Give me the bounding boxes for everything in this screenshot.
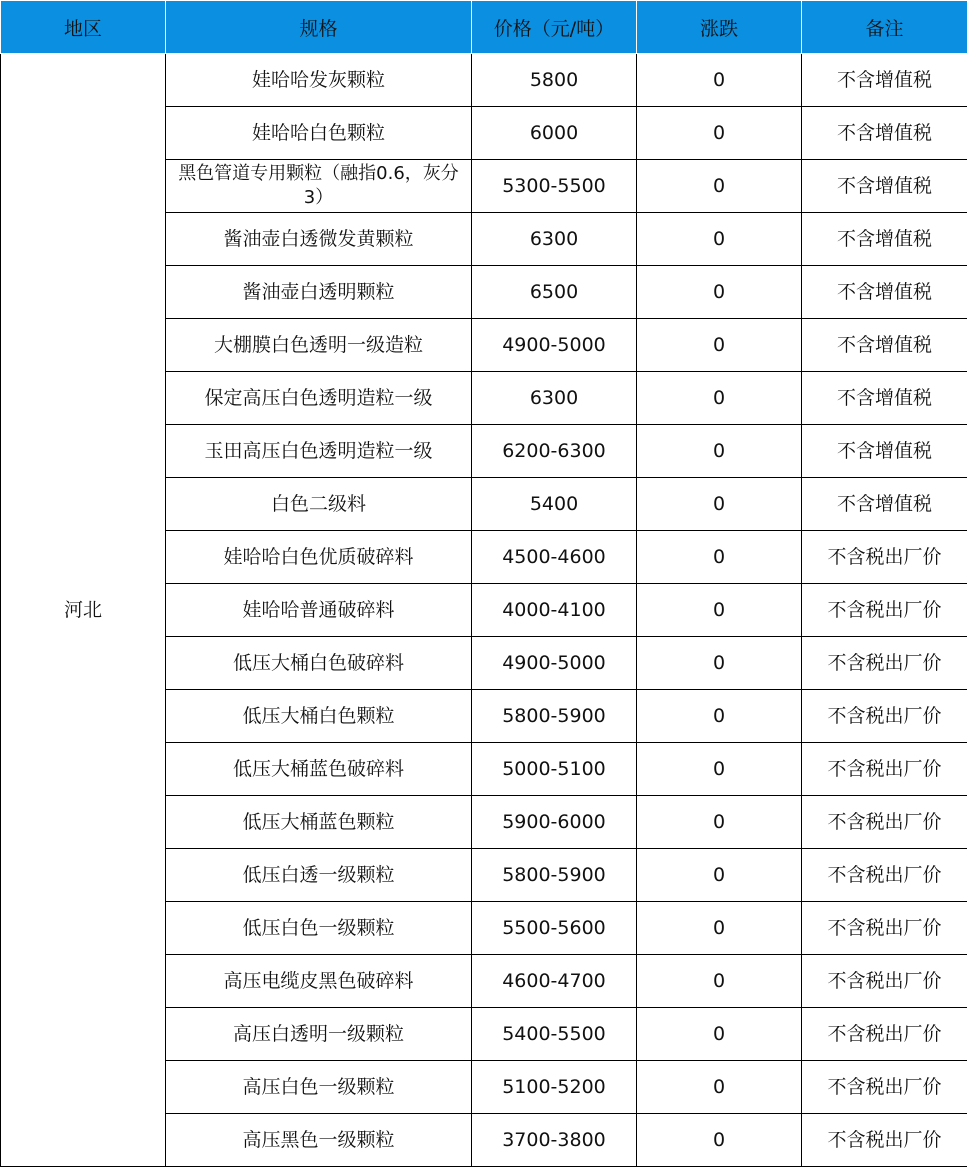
change-cell: 0 bbox=[637, 1008, 802, 1061]
note-cell: 不含税出厂价 bbox=[802, 1061, 967, 1114]
price-cell: 4900-5000 bbox=[472, 319, 637, 372]
change-cell: 0 bbox=[637, 425, 802, 478]
note-cell: 不含增值税 bbox=[802, 319, 967, 372]
change-cell: 0 bbox=[637, 690, 802, 743]
table-header-row bbox=[1, 1, 967, 54]
change-cell: 0 bbox=[637, 849, 802, 902]
spec-cell: 低压大桶白色破碎料 bbox=[166, 637, 472, 690]
price-cell: 5000-5100 bbox=[472, 743, 637, 796]
note-cell: 不含增值税 bbox=[802, 266, 967, 319]
note-cell: 不含增值税 bbox=[802, 160, 967, 213]
price-cell: 5400 bbox=[472, 478, 637, 531]
price-cell: 5900-6000 bbox=[472, 796, 637, 849]
spec-cell: 酱油壶白透明颗粒 bbox=[166, 266, 472, 319]
note-cell: 不含增值税 bbox=[802, 425, 967, 478]
region-cell: 河北 bbox=[1, 54, 166, 1167]
change-cell: 0 bbox=[637, 266, 802, 319]
note-cell: 不含增值税 bbox=[802, 372, 967, 425]
note-cell: 不含税出厂价 bbox=[802, 902, 967, 955]
change-cell: 0 bbox=[637, 584, 802, 637]
price-cell: 6500 bbox=[472, 266, 637, 319]
price-cell: 5300-5500 bbox=[472, 160, 637, 213]
change-cell: 0 bbox=[637, 531, 802, 584]
table-row bbox=[1, 54, 967, 107]
spec-cell: 高压电缆皮黑色破碎料 bbox=[166, 955, 472, 1008]
note-cell: 不含税出厂价 bbox=[802, 743, 967, 796]
header-price: 价格（元/吨） bbox=[472, 1, 637, 54]
spec-cell: 娃哈哈发灰颗粒 bbox=[166, 54, 472, 107]
note-cell: 不含增值税 bbox=[802, 107, 967, 160]
change-cell: 0 bbox=[637, 902, 802, 955]
price-cell: 6300 bbox=[472, 372, 637, 425]
table-body bbox=[1, 54, 967, 1167]
note-cell: 不含税出厂价 bbox=[802, 796, 967, 849]
spec-cell: 白色二级料 bbox=[166, 478, 472, 531]
change-cell: 0 bbox=[637, 743, 802, 796]
change-cell: 0 bbox=[637, 372, 802, 425]
spec-cell: 黑色管道专用颗粒（融指0.6，灰分3） bbox=[166, 160, 472, 213]
change-cell: 0 bbox=[637, 319, 802, 372]
header-region: 地区 bbox=[1, 1, 166, 54]
price-cell: 5800 bbox=[472, 54, 637, 107]
change-cell: 0 bbox=[637, 796, 802, 849]
price-cell: 4900-5000 bbox=[472, 637, 637, 690]
spec-cell: 娃哈哈白色颗粒 bbox=[166, 107, 472, 160]
note-cell: 不含税出厂价 bbox=[802, 531, 967, 584]
spec-cell: 酱油壶白透微发黄颗粒 bbox=[166, 213, 472, 266]
spec-cell: 娃哈哈普通破碎料 bbox=[166, 584, 472, 637]
price-cell: 6000 bbox=[472, 107, 637, 160]
header-spec: 规格 bbox=[166, 1, 472, 54]
note-cell: 不含税出厂价 bbox=[802, 690, 967, 743]
spec-cell: 高压白透明一级颗粒 bbox=[166, 1008, 472, 1061]
header-change: 涨跌 bbox=[637, 1, 802, 54]
spec-cell: 低压白色一级颗粒 bbox=[166, 902, 472, 955]
change-cell: 0 bbox=[637, 637, 802, 690]
note-cell: 不含增值税 bbox=[802, 213, 967, 266]
note-cell: 不含增值税 bbox=[802, 54, 967, 107]
note-cell: 不含增值税 bbox=[802, 478, 967, 531]
note-cell: 不含税出厂价 bbox=[802, 1114, 967, 1167]
price-cell: 5100-5200 bbox=[472, 1061, 637, 1114]
note-cell: 不含税出厂价 bbox=[802, 637, 967, 690]
spec-cell: 娃哈哈白色优质破碎料 bbox=[166, 531, 472, 584]
spec-cell: 低压白透一级颗粒 bbox=[166, 849, 472, 902]
price-cell: 4000-4100 bbox=[472, 584, 637, 637]
price-cell: 6300 bbox=[472, 213, 637, 266]
price-cell: 3700-3800 bbox=[472, 1114, 637, 1167]
note-cell: 不含税出厂价 bbox=[802, 849, 967, 902]
spec-cell: 低压大桶蓝色颗粒 bbox=[166, 796, 472, 849]
change-cell: 0 bbox=[637, 160, 802, 213]
price-cell: 4600-4700 bbox=[472, 955, 637, 1008]
note-cell: 不含税出厂价 bbox=[802, 584, 967, 637]
spec-cell: 玉田高压白色透明造粒一级 bbox=[166, 425, 472, 478]
spec-cell: 低压大桶蓝色破碎料 bbox=[166, 743, 472, 796]
change-cell: 0 bbox=[637, 955, 802, 1008]
spec-cell: 大棚膜白色透明一级造粒 bbox=[166, 319, 472, 372]
header-note: 备注 bbox=[802, 1, 967, 54]
change-cell: 0 bbox=[637, 1114, 802, 1167]
change-cell: 0 bbox=[637, 107, 802, 160]
note-cell: 不含税出厂价 bbox=[802, 1008, 967, 1061]
price-cell: 5800-5900 bbox=[472, 690, 637, 743]
spec-cell: 高压白色一级颗粒 bbox=[166, 1061, 472, 1114]
spec-cell: 保定高压白色透明造粒一级 bbox=[166, 372, 472, 425]
change-cell: 0 bbox=[637, 478, 802, 531]
price-cell: 4500-4600 bbox=[472, 531, 637, 584]
price-cell: 5800-5900 bbox=[472, 849, 637, 902]
spec-cell: 高压黑色一级颗粒 bbox=[166, 1114, 472, 1167]
change-cell: 0 bbox=[637, 54, 802, 107]
price-cell: 5500-5600 bbox=[472, 902, 637, 955]
change-cell: 0 bbox=[637, 213, 802, 266]
change-cell: 0 bbox=[637, 1061, 802, 1114]
note-cell: 不含税出厂价 bbox=[802, 955, 967, 1008]
price-cell: 5400-5500 bbox=[472, 1008, 637, 1061]
spec-cell: 低压大桶白色颗粒 bbox=[166, 690, 472, 743]
price-cell: 6200-6300 bbox=[472, 425, 637, 478]
